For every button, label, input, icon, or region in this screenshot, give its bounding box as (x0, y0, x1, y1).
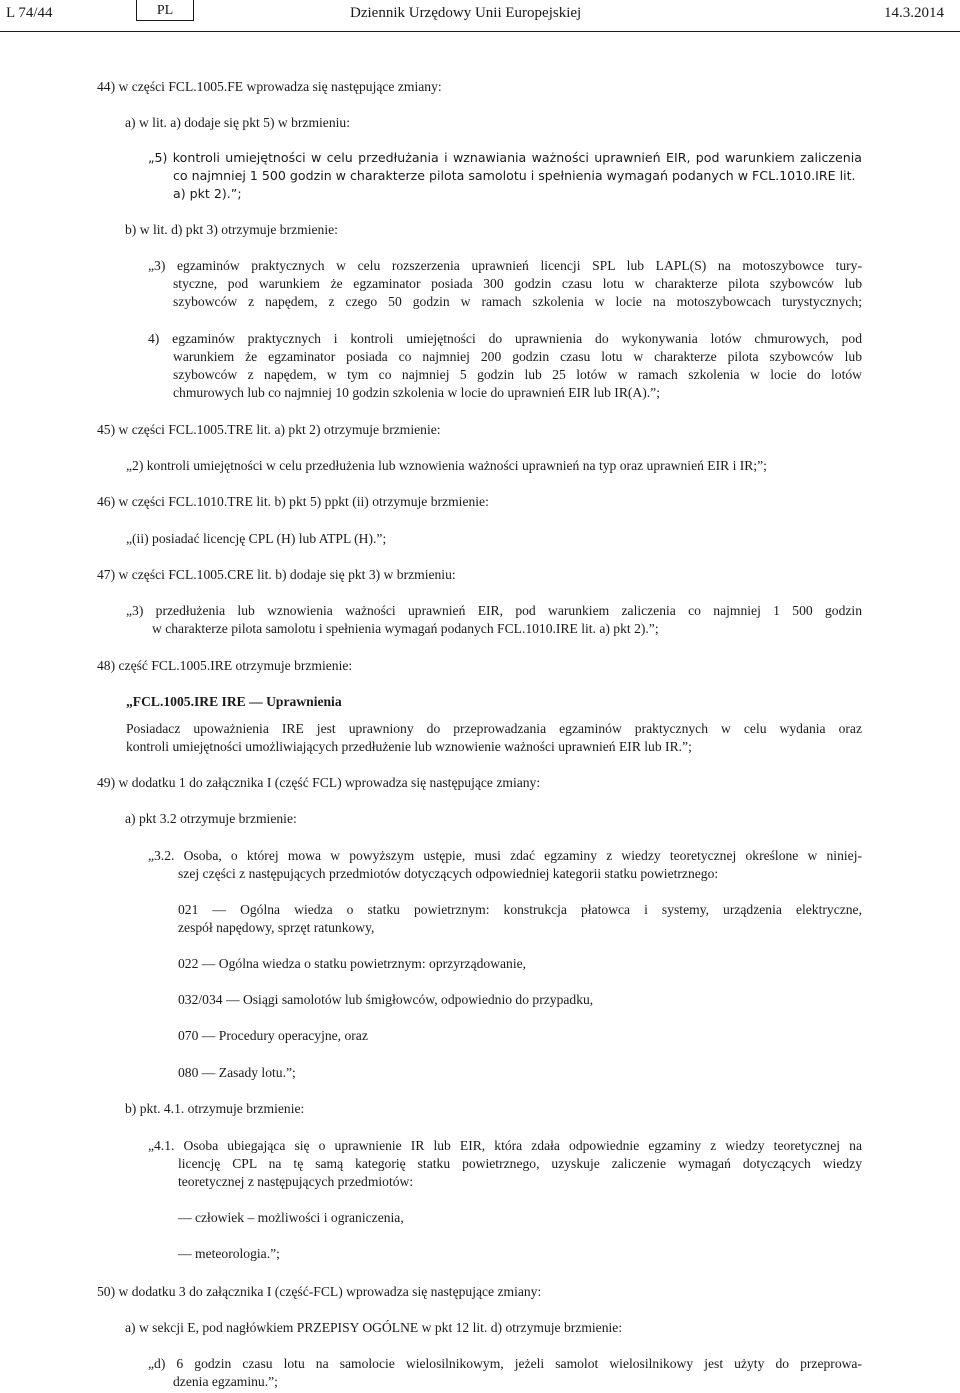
text-line-l022: 022 — Ogólna wiedza o statku powietrznym: oprzyrządowanie, (178, 956, 527, 971)
text-line-l41_2: licencję CPL na tę samą kategorię statku powietrznego, uzyskuje zaliczenie wymagań dotyczących wiedzy (178, 1156, 862, 1171)
page-number: L 74/44 (6, 5, 53, 21)
text-line-l45q: „2) kontroli umiejętności w celu przedłużenia lub wznowienia ważności uprawnień na typ oraz uprawnień EIR i IR;”; (126, 458, 767, 473)
text-line-l44b: b) w lit. d) pkt 3) otrzymuje brzmienie: (125, 222, 338, 237)
text-line-l47: 47) w części FCL.1005.CRE lit. b) dodaje się pkt 3) w brzmieniu: (97, 567, 456, 582)
text-line-l41_4: — człowiek – możliwości i ograniczenia, (178, 1210, 404, 1225)
text-line-l41_3: teoretycznej z następujących przedmiotów: (178, 1174, 414, 1189)
text-line-l44a: a) w lit. a) dodaje się pkt 5) w brzmieniu: (125, 115, 350, 130)
text-line-l45: 45) w części FCL.1005.TRE lit. a) pkt 2) otrzymuje brzmienie: (97, 422, 441, 437)
text-line-l41_5: — meteorologia.”; (178, 1246, 280, 1261)
text-line-l49a: a) pkt 3.2 otrzymuje brzmienie: (125, 811, 297, 826)
text-line-l5_1: „5) kontroli umiejętności w celu przedłużania i wznawiania ważności uprawnień EIR, pod warunkiem zaliczenia (148, 150, 862, 165)
text-line-l46q: „(ii) posiadać licencję CPL (H) lub ATPL (H).”; (126, 531, 387, 546)
text-line-l47q2: w charakterze pilota samolotu i spełnienia wymagań podanych FCL.1010.IRE lit. a) pkt 2).”; (152, 621, 659, 636)
text-line-l41_1: „4.1. Osoba ubiegająca się o uprawnienie IR lub EIR, która zdała odpowiednie egzaminy z wiedzy teoretycznej na (148, 1138, 862, 1153)
text-line-l50: 50) w dodatku 3 do załącznika I (część-FCL) wprowadza się następujące zmiany: (97, 1284, 542, 1299)
text-line-l48t: „FCL.1005.IRE IRE — Uprawnienia (126, 694, 342, 709)
journal-title: Dziennik Urzędowy Unii Europejskiej (350, 5, 582, 21)
text-line-l47q1: „3) przedłużenia lub wznowienia ważności uprawnień EIR, pod warunkiem zaliczenia co najmniej 1 500 godzin (126, 603, 862, 618)
text-line-l50a: a) w sekcji E, pod nagłówkiem PRZEPISY OGÓLNE w pkt 12 lit. d) otrzymuje brzmienie: (125, 1320, 623, 1335)
text-line-l50d1: „d) 6 godzin czasu lotu na samolocie wielosilnikowym, jeżeli samolot wielosilnikowy jest użyty do przeprowa- (148, 1356, 862, 1371)
text-line-l4_4: chmurowych lub co najmniej 10 godzin szkolenia w locie do uprawnień EIR lub IR(A).”; (173, 385, 660, 400)
text-line-l48: 48) część FCL.1005.IRE otrzymuje brzmienie: (97, 658, 353, 673)
text-line-l48p2: kontroli umiejętności umożliwiających przedłużenie lub wznowienie ważności uprawnień EIR lub IR.”; (126, 739, 692, 754)
language-badge: PL (136, 0, 194, 21)
text-line-l32_2: szej części z następujących przedmiotów dotyczących odpowiedniej kategorii statku powietrznego: (178, 866, 719, 881)
text-line-l5_2: co najmniej 1 500 godzin w charakterze pilota samolotu i spełnienia wymagań podanych w FCL.1010.IRE lit. (173, 168, 856, 183)
text-line-l46: 46) w części FCL.1010.TRE lit. b) pkt 5) ppkt (ii) otrzymuje brzmienie: (97, 494, 489, 509)
text-line-l48p1: Posiadacz upoważnienia IRE jest uprawniony do przeprowadzania egzaminów praktycznych w celu wydania oraz (126, 721, 862, 736)
text-line-l3_1: „3) egzaminów praktycznych w celu rozszerzenia uprawnień licencji SPL lub LAPL(S) na motoszybowce tury- (148, 258, 862, 273)
text-line-l4_2: warunkiem że egzaminator posiada co najmniej 200 godzin czasu lotu w charakterze pilota szybowców lub (173, 349, 862, 364)
page-header (0, 0, 960, 30)
text-line-l49: 49) w dodatku 1 do załącznika I (część FCL) wprowadza się następujące zmiany: (97, 775, 541, 790)
text-line-l021_1: 021 — Ogólna wiedza o statku powietrznym: konstrukcja płatowca i systemy, urządzenia elektryczne, (178, 902, 862, 917)
text-line-l44: 44) w części FCL.1005.FE wprowadza się następujące zmiany: (97, 79, 442, 94)
text-line-l50d2: dzenia egzaminu.”; (173, 1374, 278, 1389)
text-line-l5_3: a) pkt 2).”; (173, 186, 242, 201)
text-line-l032: 032/034 — Osiągi samolotów lub śmigłowców, odpowiednio do przypadku, (178, 992, 594, 1007)
text-line-l3_3: szybowców z napędem, z czego 50 godzin w ramach szkolenia w locie na motoszybowcach turystycznych; (173, 294, 862, 309)
text-line-l4_3: szybowców z napędem, w tym co najmniej 5 godzin lub 25 lotów w ramach szkolenia w locie do lotów (173, 367, 862, 382)
text-line-l32_1: „3.2. Osoba, o której mowa w powyższym ustępie, musi zdać egzaminy z wiedzy teoretycznej określone w niniej- (148, 848, 862, 863)
text-line-l021_2: zespół napędowy, sprzęt ratunkowy, (178, 920, 375, 935)
text-line-l080: 080 — Zasady lotu.”; (178, 1065, 296, 1080)
header-rule (0, 31, 960, 32)
text-line-l4_1: 4) egzaminów praktycznych i kontroli umiejętności do uprawnienia do wykonywania lotów chmurowych, pod (148, 331, 862, 346)
text-line-l070: 070 — Procedury operacyjne, oraz (178, 1028, 368, 1043)
text-line-l49b: b) pkt. 4.1. otrzymuje brzmienie: (125, 1101, 305, 1116)
text-line-l3_2: styczne, pod warunkiem że egzaminator posiada 300 godzin czasu lotu w charakterze pilota szybowców lub (173, 276, 862, 291)
publication-date: 14.3.2014 (884, 5, 944, 21)
